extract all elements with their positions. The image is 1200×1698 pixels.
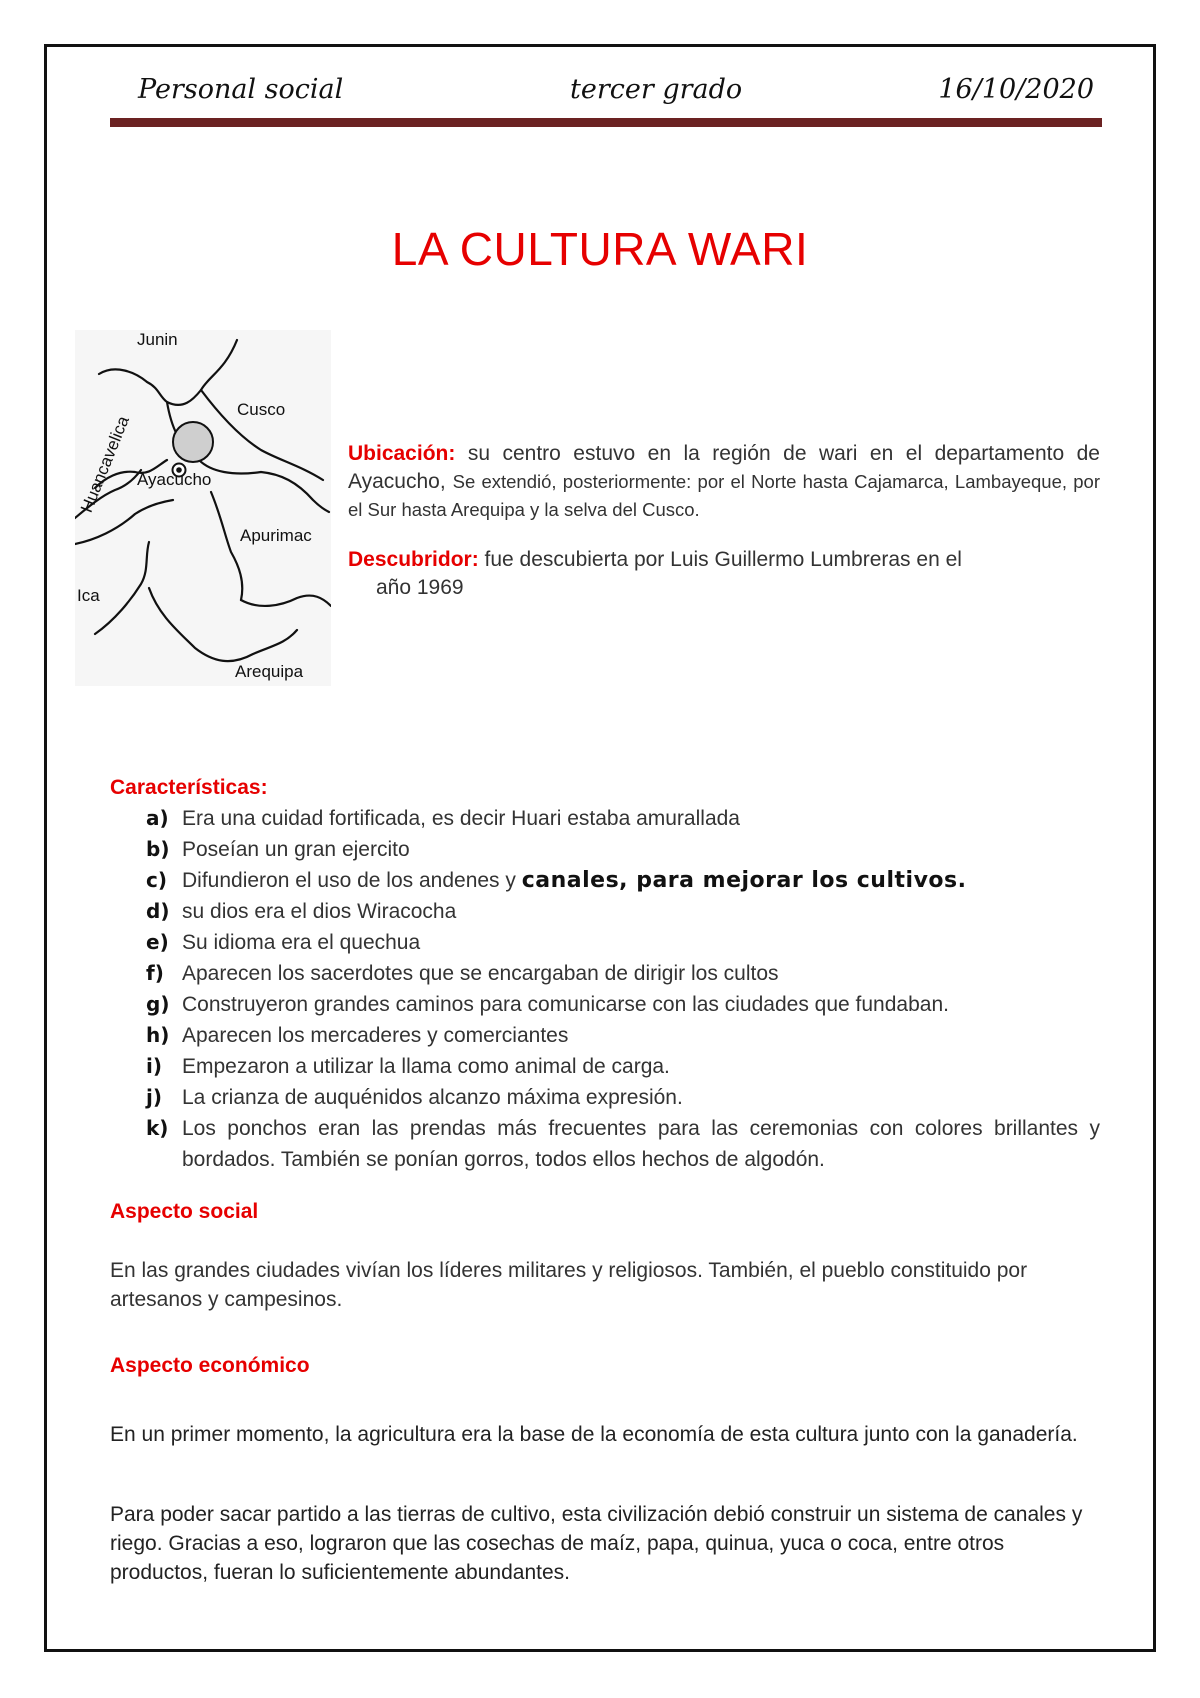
document-header (110, 74, 1102, 114)
list-item (144, 958, 1100, 989)
list-letter: c) (146, 868, 167, 892)
page-title: LA CULTURA WARI (391, 223, 809, 275)
list-item (144, 1082, 1100, 1113)
list-item (144, 896, 1100, 927)
header-date: 16/10/2020 (938, 74, 1094, 105)
ubicacion-paragraph (348, 440, 1100, 524)
list-letter: k) (146, 1116, 169, 1140)
list-item (144, 865, 1100, 896)
aspecto-economico-paragraph-2: Para poder sacar partido a las tierras de cultivo, esta civilización debió construir un sistema de canales y riego. Gracias a eso, lograron que las cosechas de maíz, papa, quinua, yuca o coca, entre otros productos, fueran lo suficientemente abundantes. (110, 1503, 1083, 1584)
descubridor-paragraph (348, 546, 1100, 602)
descubridor-text-1: fue descubierta por Luis Guillermo Lumbreras en el (478, 548, 962, 571)
list-text-emphasis: canales, para mejorar los cultivos. (521, 868, 967, 893)
map-label-arequipa: Arequipa (235, 662, 304, 681)
wari-location-map (75, 330, 331, 686)
map-drawing (75, 330, 331, 686)
aspecto-economico-paragraph-1: En un primer momento, la agricultura era la base de la economía de esta cultura junto con la ganadería. (110, 1423, 1078, 1446)
list-text: Era una cuidad fortificada, es decir Huari estaba amurallada (182, 807, 740, 830)
ubicacion-text-1: su centro estuvo en la región de wari en el departamento de Ayacucho, (348, 442, 1100, 493)
list-item (144, 803, 1100, 834)
list-text: Difundieron el uso de los andenes y (182, 869, 522, 892)
location-info (348, 440, 1100, 602)
caracteristicas-heading: Características: (110, 776, 268, 799)
list-letter: e) (146, 930, 169, 954)
list-text: su dios era el dios Wiracocha (182, 900, 457, 923)
list-text: Construyeron grandes caminos para comunicarse con las ciudades que fundaban. (182, 993, 949, 1016)
list-item (144, 1113, 1100, 1175)
list-item (144, 1051, 1100, 1082)
ubicacion-label: Ubicación: (348, 442, 456, 465)
list-letter: g) (146, 992, 170, 1016)
list-text: La crianza de auquénidos alcanzo máxima expresión. (182, 1086, 683, 1109)
list-letter: f) (146, 961, 164, 985)
list-item (144, 989, 1100, 1020)
descubridor-label: Descubridor: (348, 548, 479, 571)
map-label-ica: Ica (77, 586, 100, 605)
map-label-ayacucho: Ayacucho (137, 470, 212, 489)
list-letter: i) (146, 1054, 162, 1078)
header-subject: Personal social (138, 74, 344, 105)
map-label-junin: Junin (137, 330, 178, 349)
list-letter: d) (146, 899, 170, 923)
list-text: Aparecen los mercaderes y comerciantes (182, 1024, 569, 1047)
list-item (144, 1020, 1100, 1051)
list-item (144, 834, 1100, 865)
list-text: Poseían un gran ejercito (182, 838, 410, 861)
map-label-apurimac: Apurimac (240, 526, 312, 545)
descubridor-text-2: año 1969 (376, 576, 464, 599)
list-letter: b) (146, 837, 170, 861)
list-letter: j) (146, 1085, 162, 1109)
list-letter: h) (146, 1023, 170, 1047)
header-grade: tercer grado (570, 74, 743, 105)
map-label-huancavelica: Huancavelica (77, 413, 133, 516)
list-text: Su idioma era el quechua (182, 931, 421, 954)
list-item (144, 927, 1100, 958)
map-label-cusco: Cusco (237, 400, 286, 419)
header-divider (110, 118, 1102, 127)
aspecto-social-heading: Aspecto social (110, 1200, 259, 1223)
caracteristicas-list (144, 803, 1100, 1175)
list-letter: a) (146, 806, 169, 830)
list-text: Empezaron a utilizar la llama como animal de carga. (182, 1055, 670, 1078)
aspecto-social-text: En las grandes ciudades vivían los líderes militares y religiosos. También, el pueblo constituido por artesanos y campesinos. (110, 1259, 1028, 1311)
list-text: Aparecen los sacerdotes que se encargaban de dirigir los cultos (182, 962, 779, 985)
aspecto-economico-heading: Aspecto económico (110, 1354, 310, 1377)
list-text: Los ponchos eran las prendas más frecuentes para las ceremonias con colores brillantes y bordados. También se ponían gorros, todos ellos hechos de algodón. (182, 1117, 1100, 1171)
ubicacion-text-2: Se extendió, posteriormente: por el Norte hasta Cajamarca, Lambayeque, por el Sur hasta Arequipa y la selva del Cusco. (348, 471, 1100, 520)
